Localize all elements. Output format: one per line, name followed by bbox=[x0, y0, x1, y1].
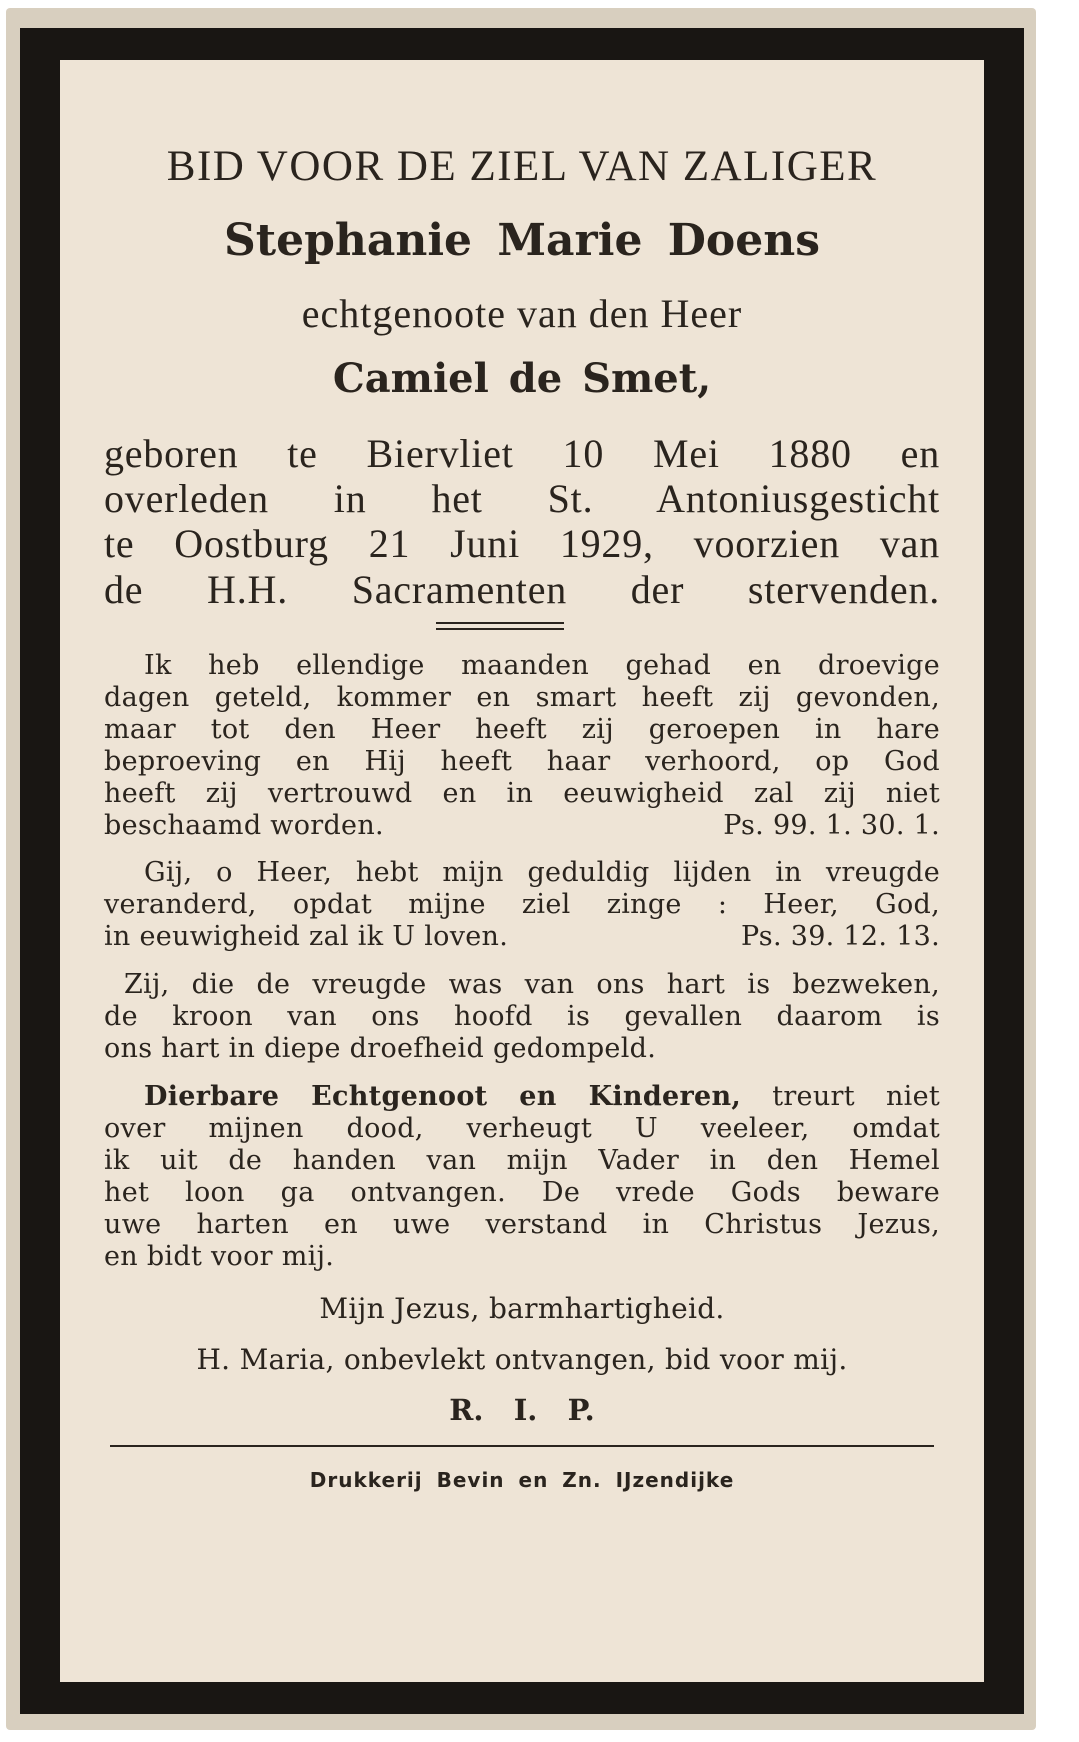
verse-line: en bidt voor mij. bbox=[104, 1241, 335, 1272]
verse-line: uwe harten en uwe verstand in Christus Jezus, bbox=[104, 1209, 940, 1240]
psalm-reference: Ps. 99. 1. 30. 1. bbox=[723, 810, 940, 841]
verse-line-with-ref bbox=[104, 810, 940, 841]
verse-text: in eeuwigheid zal ik U loven. bbox=[104, 921, 509, 952]
prayer-maria: H. Maria, onbevlekt ontvangen, bid voor mij. bbox=[196, 1343, 848, 1376]
verse-line: heeft zij vertrouwd en in eeuwigheid zal zij niet bbox=[104, 778, 940, 809]
verse-text: treurt niet bbox=[772, 1081, 940, 1112]
memorial-card bbox=[6, 8, 1036, 1730]
verse-line: Zij, die de vreugde was van ons hart is bezweken, bbox=[124, 969, 940, 1000]
bottom-rule bbox=[110, 1445, 934, 1447]
bold-address: Dierbare Echtgenoot en Kinderen, bbox=[144, 1081, 742, 1112]
verse-line-with-bold bbox=[144, 1081, 940, 1112]
bio-line: de H.H. Sacramenten der stervenden. bbox=[104, 567, 940, 612]
verse-line: de kroon van ons hoofd is gevallen daarom is bbox=[104, 1001, 940, 1032]
verse-line: dagen geteld, kommer en smart heeft zij gevonden, bbox=[104, 682, 940, 713]
verse-line: ik uit de handen van mijn Vader in den Hemel bbox=[104, 1145, 940, 1176]
bio-line: geboren te Biervliet 10 Mei 1880 en bbox=[104, 431, 940, 476]
bio-line: overleden in het St. Antoniusgesticht bbox=[104, 476, 940, 521]
double-rule-top bbox=[436, 622, 564, 624]
relation-line: echtgenoote van den Heer bbox=[301, 291, 743, 336]
rip: R. I. P. bbox=[449, 1393, 595, 1427]
psalm-reference: Ps. 39. 12. 13. bbox=[741, 921, 940, 952]
card-paper bbox=[60, 60, 984, 1682]
verse-text: beschaamd worden. bbox=[104, 810, 384, 841]
bio-line: te Oostburg 21 Juni 1929, voorzien van bbox=[104, 521, 940, 566]
deceased-name: Stephanie Marie Doens bbox=[223, 215, 821, 266]
prayer-jesus: Mijn Jezus, barmhartigheid. bbox=[319, 1292, 725, 1325]
verse-line-with-ref bbox=[104, 921, 940, 952]
verse-line: Gij, o Heer, hebt mijn geduldig lijden in vreugde bbox=[144, 857, 940, 888]
heading: BID VOOR DE ZIEL VAN ZALIGER bbox=[166, 143, 878, 190]
spouse-name: Camiel de Smet, bbox=[332, 355, 712, 402]
printer-credit: Drukkerij Bevin en Zn. IJzendijke bbox=[309, 1468, 735, 1492]
black-mourning-border bbox=[20, 28, 1024, 1714]
double-rule-bottom bbox=[436, 628, 564, 630]
verse-line: maar tot den Heer heeft zij geroepen in hare bbox=[104, 714, 940, 745]
verse-line: ons hart in diepe droefheid gedompeld. bbox=[104, 1033, 657, 1064]
verse-line: over mijnen dood, verheugt U veeleer, omdat bbox=[104, 1113, 940, 1144]
verse-line: Ik heb ellendige maanden gehad en droevige bbox=[144, 650, 940, 681]
verse-line: het loon ga ontvangen. De vrede Gods beware bbox=[104, 1177, 940, 1208]
verse-line: beproeving en Hij heeft haar verhoord, op God bbox=[104, 746, 940, 777]
verse-line: veranderd, opdat mijne ziel zinge : Heer, God, bbox=[104, 889, 940, 920]
